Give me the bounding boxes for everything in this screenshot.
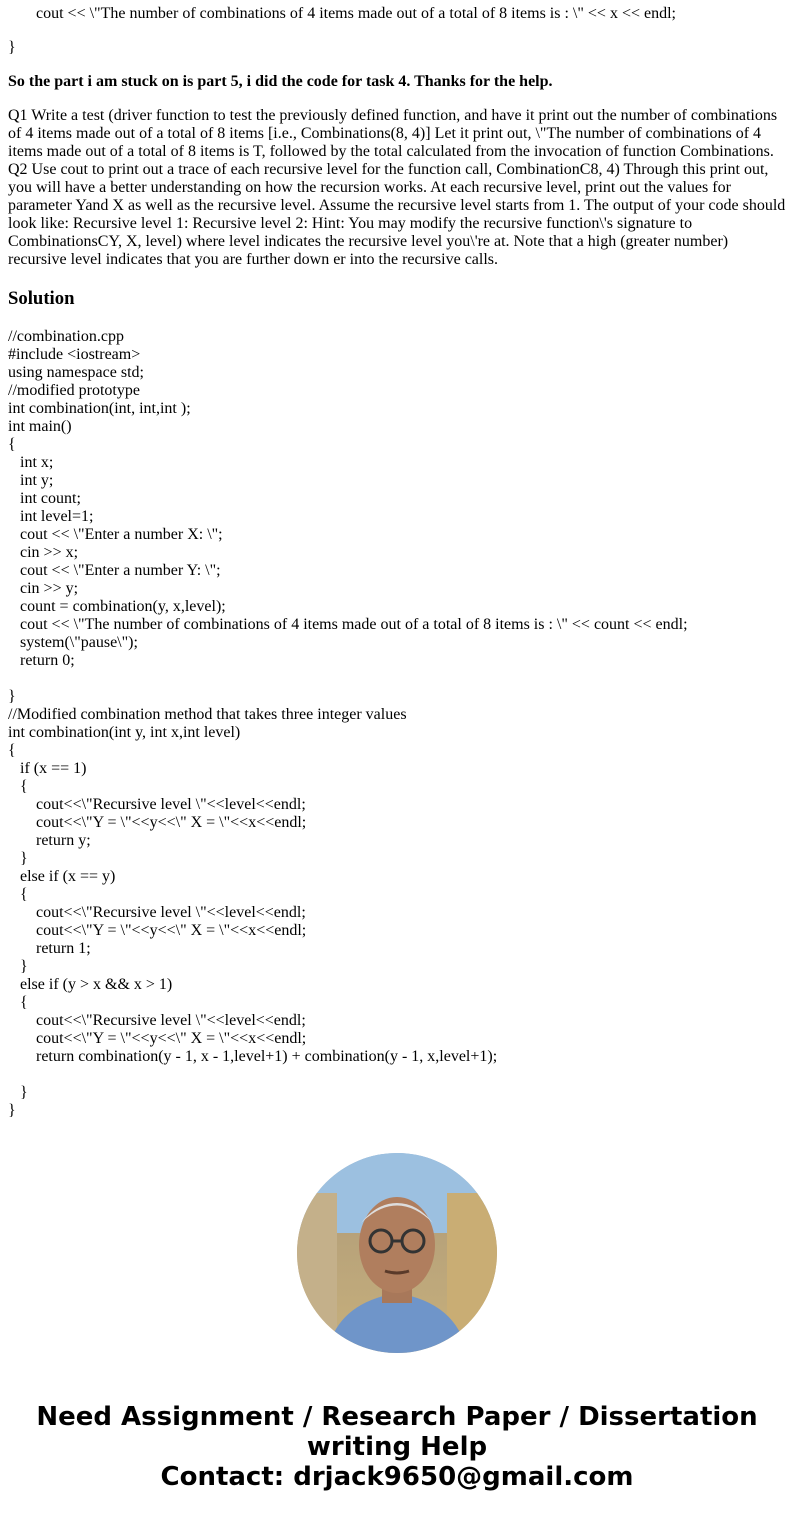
code-line: { xyxy=(8,886,28,903)
code-line: cout << \"Enter a number X: \"; xyxy=(8,526,223,543)
code-line: cout<<\"Y = \"<<y<<\" X = \"<<x<<endl; xyxy=(8,1030,307,1047)
code-line: return 1; xyxy=(8,940,91,957)
code-line: cout<<\"Y = \"<<y<<\" X = \"<<x<<endl; xyxy=(8,814,307,831)
code-line: cout << \"The number of combinations of 4 items made out of a total of 8 items is : \" << count << endl; xyxy=(8,616,688,633)
solution-code xyxy=(8,328,786,1120)
promo-contact: Contact: drjack9650@gmail.com xyxy=(160,1462,634,1492)
code-line xyxy=(8,1066,786,1084)
code-line: cout<<\"Recursive level \"<<level<<endl; xyxy=(8,1012,306,1029)
code-line: cout<<\"Recursive level \"<<level<<endl; xyxy=(8,796,306,813)
code-line: cout<<\"Recursive level \"<<level<<endl; xyxy=(8,904,306,921)
code-line: count = combination(y, x,level); xyxy=(8,598,226,615)
code-line: } xyxy=(8,958,28,975)
code-line: #include <iostream> xyxy=(8,346,141,363)
code-line: return 0; xyxy=(8,652,75,669)
code-line: int count; xyxy=(8,490,81,507)
code-line: int level=1; xyxy=(8,508,94,525)
code-line: else if (y > x && x > 1) xyxy=(8,976,173,993)
code-line: } xyxy=(8,39,16,56)
code-line: //Modified combination method that takes three integer values xyxy=(8,706,407,723)
author-photo xyxy=(297,1153,497,1353)
code-line: cin >> y; xyxy=(8,580,79,597)
code-line xyxy=(8,670,786,688)
code-line: int combination(int y, int x,int level) xyxy=(8,724,241,741)
code-line: { xyxy=(8,778,28,795)
code-line: return y; xyxy=(8,832,91,849)
code-line: cout << \"The number of combinations of 4 items made out of a total of 8 items is : \" << x << endl; xyxy=(36,5,676,22)
code-line: } xyxy=(8,1102,16,1119)
promo-line: Need Assignment / Research Paper / Dissertation xyxy=(36,1402,758,1432)
code-line: cin >> x; xyxy=(8,544,79,561)
code-line: { xyxy=(8,994,28,1011)
code-line: int combination(int, int,int ); xyxy=(8,400,191,417)
code-line: //combination.cpp xyxy=(8,328,124,345)
question-text: Q1 Write a test (driver function to test the previously defined function, and have it print out the number of combinations of 4 items made out of a total of 8 items [i.e., Combinations(8, 4)] Let it print out, \"The number of combinations of 4 items made out of a total of 8 items is T, followed by the total calculated from the invocation of function Combinations. Q2 Use cout to print out a trace of each recursive level for the function call, CombinationC8, 4) Through this print out, you will have a better understanding on how the recursion works. At each recursive level, print out the values for parameter Yand X as well as the recursive level. Assume the recursive level starts from 1. The output of your code should look like: Recursive level 1: Recursive level 2: Hint: You may modify the recursive function\'s signature to CombinationsCY, X, level) where level indicates the recursive level you\'re at. Note that a high (greater number) recursive level indicates that you are further down er into the recursive calls. xyxy=(8,107,786,268)
code-line: cout << \"Enter a number Y: \"; xyxy=(8,562,221,579)
code-line: if (x == 1) xyxy=(8,760,87,777)
code-line: } xyxy=(8,850,28,867)
solution-heading: Solution xyxy=(8,288,75,309)
code-line: return combination(y - 1, x - 1,level+1) + combination(y - 1, x,level+1); xyxy=(8,1048,498,1065)
promo-line: writing Help xyxy=(306,1432,488,1462)
code-line: { xyxy=(8,742,16,759)
code-line: int x; xyxy=(8,454,54,471)
stuck-note: So the part i am stuck on is part 5, i did the code for task 4. Thanks for the help. xyxy=(8,73,553,90)
code-line: using namespace std; xyxy=(8,364,144,381)
code-line: system(\"pause\"); xyxy=(8,634,138,651)
code-line: } xyxy=(8,688,16,705)
code-line: } xyxy=(8,1084,28,1101)
code-line: int y; xyxy=(8,472,54,489)
code-line: else if (x == y) xyxy=(8,868,116,885)
code-line: //modified prototype xyxy=(8,382,140,399)
code-line: { xyxy=(8,436,16,453)
code-line: int main() xyxy=(8,418,72,435)
code-line: cout<<\"Y = \"<<y<<\" X = \"<<x<<endl; xyxy=(8,922,307,939)
promo-banner xyxy=(0,1402,794,1492)
